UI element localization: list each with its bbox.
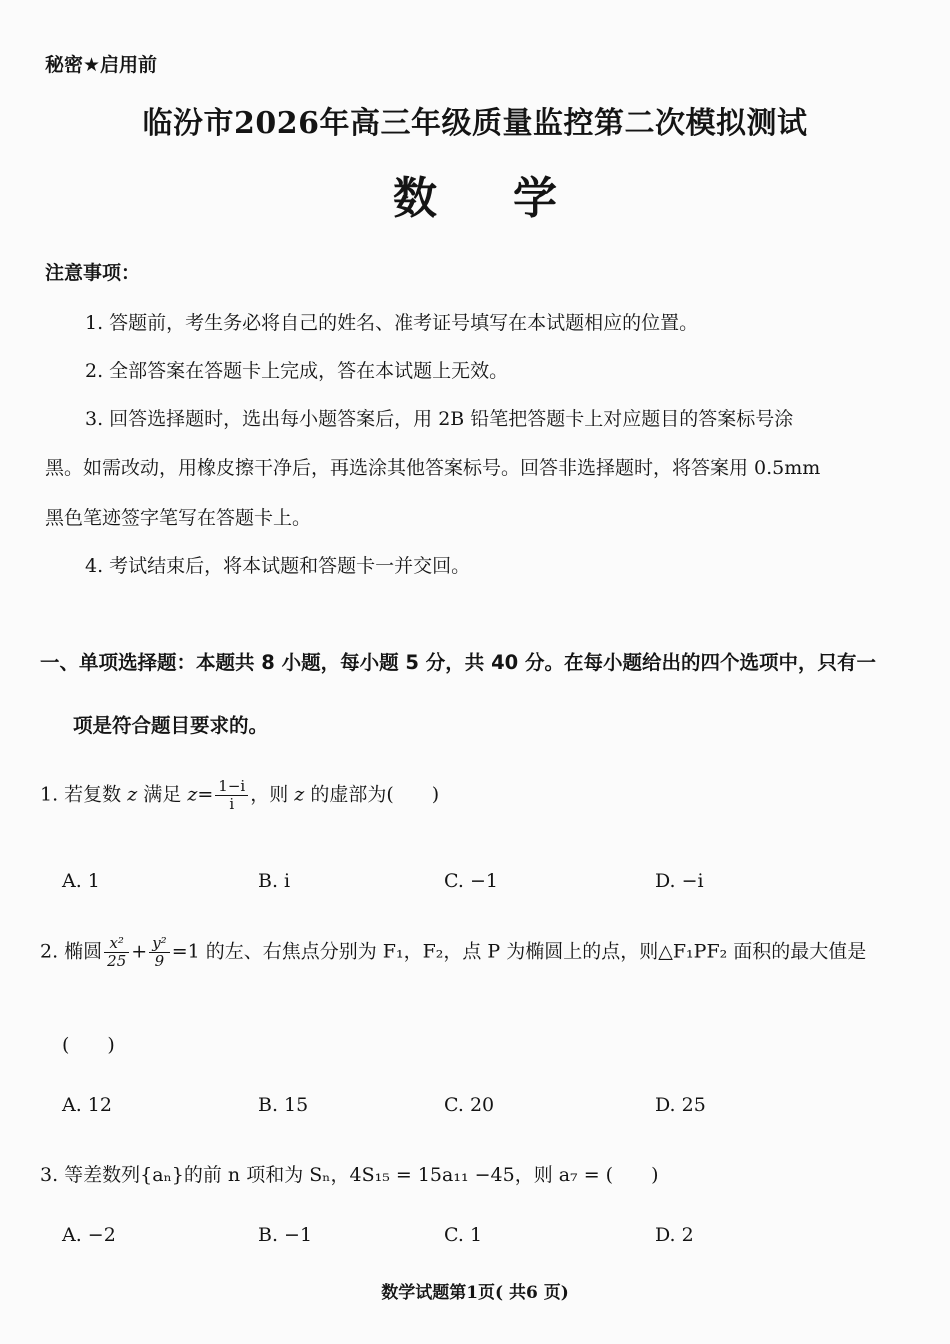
- q1-fraction-numerator: 1−i: [215, 778, 248, 796]
- q2-equals: =1: [171, 940, 200, 963]
- q3-option-d: D. 2: [655, 1224, 694, 1246]
- section-1-heading-line-1: 一、单项选择题：本题共 8 小题，每小题 5 分，共 40 分。在每小题给出的四个选项中，只有一: [40, 651, 877, 674]
- q3-option-a: A. −2: [62, 1224, 116, 1246]
- notice-item-2: 2. 全部答案在答题卡上完成，答在本试题上无效。: [85, 360, 509, 382]
- q1-prefix: 1. 若复数: [40, 783, 122, 806]
- subject-title: [0, 162, 950, 226]
- q1-var-z-2: z: [294, 783, 305, 806]
- notice-item-3-line-1: 3. 回答选择题时，选出每小题答案后，用 2B 铅笔把答题卡上对应题目的答案标号涂: [85, 408, 794, 430]
- q2-fraction-x-denominator: 25: [107, 952, 127, 970]
- q3-option-c: C. 1: [444, 1224, 483, 1246]
- subject-char-2: 学: [513, 173, 557, 224]
- q2-fraction-x: [104, 935, 129, 970]
- q2-option-b: B. 15: [258, 1094, 309, 1116]
- q1-option-a: A. 1: [62, 870, 100, 892]
- page-footer: 数学试题第1页( 共6 页): [381, 1283, 569, 1303]
- q2-fraction-y: [149, 935, 170, 970]
- q1-var-z: z: [127, 783, 138, 806]
- q1-suffix: ，则: [250, 783, 289, 806]
- q2-option-a: A. 12: [62, 1094, 112, 1116]
- q1-equation: z=: [187, 783, 214, 806]
- q2-prefix: 2. 椭圆: [40, 940, 103, 963]
- subject-char-1: 数: [393, 173, 437, 224]
- q2-text: 的左、右焦点分别为 F₁，F₂，点 P 为椭圆上的点，则△F₁PF₂ 面积的最大值是: [205, 940, 867, 963]
- question-2-stem: [40, 935, 866, 970]
- section-1-heading-line-2: 项是符合题目要求的。: [73, 714, 269, 737]
- q2-option-c: C. 20: [444, 1094, 495, 1116]
- exam-title: 临汾市2026年高三年级质量监控第二次模拟测试: [142, 106, 808, 141]
- q1-option-c: C. −1: [444, 870, 498, 892]
- notice-item-1: 1. 答题前，考生务必将自己的姓名、准考证号填写在本试题相应的位置。: [85, 312, 699, 334]
- q1-option-b: B. i: [258, 870, 291, 892]
- question-3-stem: 3. 等差数列{aₙ}的前 n 项和为 Sₙ，4S₁₅ = 15a₁₁ −45，则 a₇ = ( ): [40, 1164, 659, 1186]
- notice-item-3-line-3: 黑色笔迹签字笔写在答题卡上。: [45, 507, 312, 529]
- notice-item-3-line-2: 黑。如需改动，用橡皮擦干净后，再选涂其他答案标号。回答非选择题时，将答案用 0.5mm: [45, 457, 821, 479]
- q1-option-d: D. −i: [655, 870, 704, 892]
- q2-fraction-y-numerator: y²: [149, 935, 170, 953]
- q2-fraction-y-denominator: 9: [154, 952, 165, 970]
- q2-answer-paren: ( ): [62, 1034, 115, 1056]
- notice-item-4: 4. 考试结束后，将本试题和答题卡一并交回。: [85, 555, 471, 577]
- q2-plus: +: [131, 940, 148, 963]
- q2-fraction-x-numerator: x²: [104, 935, 129, 953]
- confidential-label: 秘密★启用前: [45, 54, 158, 76]
- notice-heading: 注意事项：: [45, 262, 141, 284]
- q1-suffix-2: 的虚部为( ): [310, 783, 440, 806]
- question-1-stem: [40, 778, 439, 813]
- q1-fraction: [215, 778, 248, 813]
- q3-option-b: B. −1: [258, 1224, 313, 1246]
- q1-fraction-denominator: i: [229, 795, 235, 813]
- q2-option-d: D. 25: [655, 1094, 706, 1116]
- q1-mid: 满足: [143, 783, 182, 806]
